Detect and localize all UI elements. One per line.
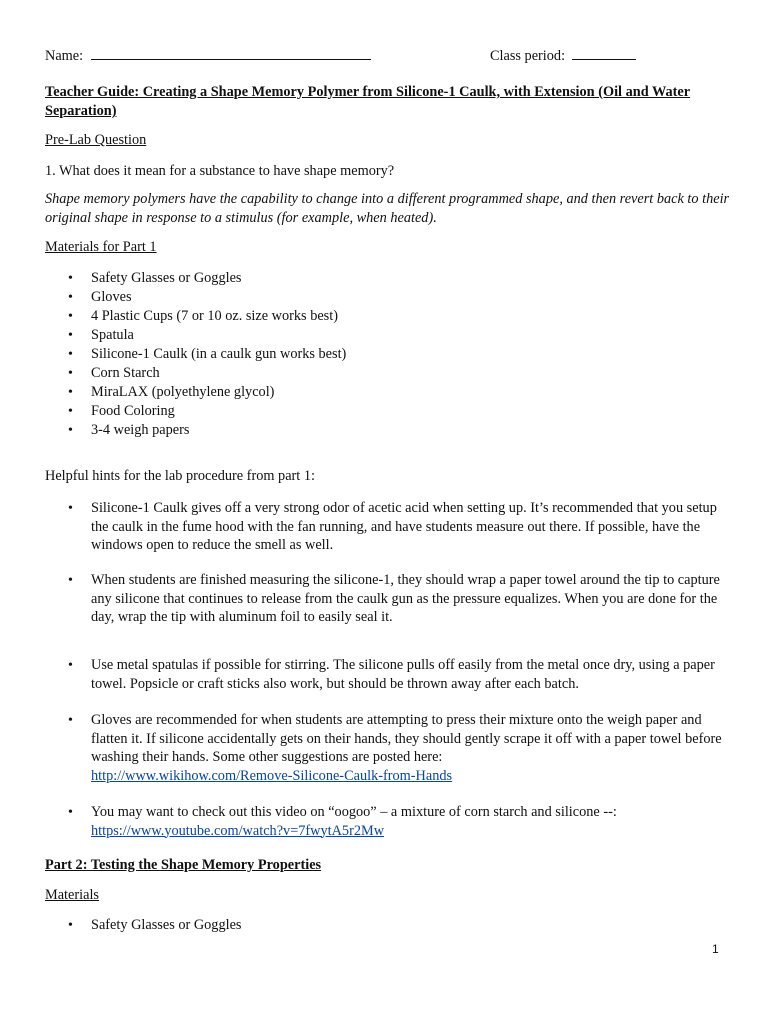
class-period-label: Class period: — [490, 48, 566, 64]
bullet-icon: • — [68, 918, 73, 933]
bullet-icon: • — [68, 271, 73, 286]
bullet-icon: • — [68, 423, 73, 438]
hint-item: When students are finished measuring the silicone-1, they should wrap a paper towel around the tip to capture any silicone that continues to release from the caulk gun as the pressure equalizes. When you are done for the day, wrap the tip with aluminum foil to easily seal it. — [91, 572, 720, 625]
bullet-icon: • — [68, 573, 73, 588]
bullet-icon: • — [68, 501, 73, 516]
name-field — [45, 46, 371, 66]
bullet-icon: • — [68, 328, 73, 343]
list-item: Spatula — [91, 327, 134, 343]
wikihow-link[interactable]: http://www.wikihow.com/Remove-Silicone-Caulk-from-Hands — [91, 767, 453, 784]
bullet-icon: • — [68, 713, 73, 728]
list-item: Gloves — [91, 289, 132, 305]
bullet-icon: • — [68, 404, 73, 419]
page-number: 1 — [712, 942, 719, 956]
list-item: Food Coloring — [91, 403, 175, 419]
hint-item: Use metal spatulas if possible for stirring. The silicone pulls off easily from the metal once dry, using a paper towel. Popsicle or craft sticks also work, but should be thrown away after each batch. — [91, 657, 715, 692]
bullet-icon: • — [68, 309, 73, 324]
prelab-answer: Shape memory polymers have the capability to change into a different programmed shape, and then revert back to their original shape in response to a stimulus (for example, when heated). — [45, 191, 730, 226]
hint-text: Gloves are recommended for when students are attempting to press their mixture onto the weigh paper and flatten it. If silicone accidentally gets on their hands, they should gently scrape it off with a paper towel before washing their hands. Some other suggestions are posted here: — [91, 712, 722, 765]
bullet-icon: • — [68, 366, 73, 381]
name-blank — [91, 46, 371, 60]
part2-materials-heading: Materials — [45, 887, 99, 903]
youtube-link[interactable]: https://www.youtube.com/watch?v=7fwytA5r2Mw — [91, 822, 385, 839]
bullet-icon: • — [68, 805, 73, 820]
prelab-question: 1. What does it mean for a substance to have shape memory? — [45, 163, 395, 179]
part2-heading: Part 2: Testing the Shape Memory Properties — [45, 857, 322, 873]
list-item: 4 Plastic Cups (7 or 10 oz. size works best) — [91, 308, 338, 324]
bullet-icon: • — [68, 385, 73, 400]
hints-heading: Helpful hints for the lab procedure from part 1: — [45, 468, 315, 484]
class-period-blank — [572, 46, 636, 60]
hint-item: Silicone-1 Caulk gives off a very strong odor of acetic acid when setting up. It’s recommended that you setup the caulk in the fume hood with the fan running, and have students measure out there. If possible, have the windows open to reduce the smell as well. — [91, 500, 717, 553]
bullet-icon: • — [68, 290, 73, 305]
list-item: MiraLAX (polyethylene glycol) — [91, 384, 275, 400]
class-period-field — [490, 46, 636, 66]
list-item: Safety Glasses or Goggles — [91, 270, 242, 286]
prelab-heading: Pre-Lab Question — [45, 132, 147, 148]
materials-part1-heading: Materials for Part 1 — [45, 239, 157, 255]
list-item: Safety Glasses or Goggles — [91, 917, 242, 933]
hint-item — [91, 711, 731, 785]
bullet-icon: • — [68, 658, 73, 673]
name-label: Name: — [45, 48, 84, 64]
list-item: Corn Starch — [91, 365, 160, 381]
document-title: Teacher Guide: Creating a Shape Memory Polymer from Silicone-1 Caulk, with Extension (Oil and Water Separation) — [45, 84, 691, 119]
hint-item — [91, 803, 731, 840]
list-item: Silicone-1 Caulk (in a caulk gun works best) — [91, 346, 347, 362]
list-item: 3-4 weigh papers — [91, 422, 190, 438]
bullet-icon: • — [68, 347, 73, 362]
hint-text: You may want to check out this video on “oogoo” – a mixture of corn starch and silicone --: — [91, 804, 617, 820]
